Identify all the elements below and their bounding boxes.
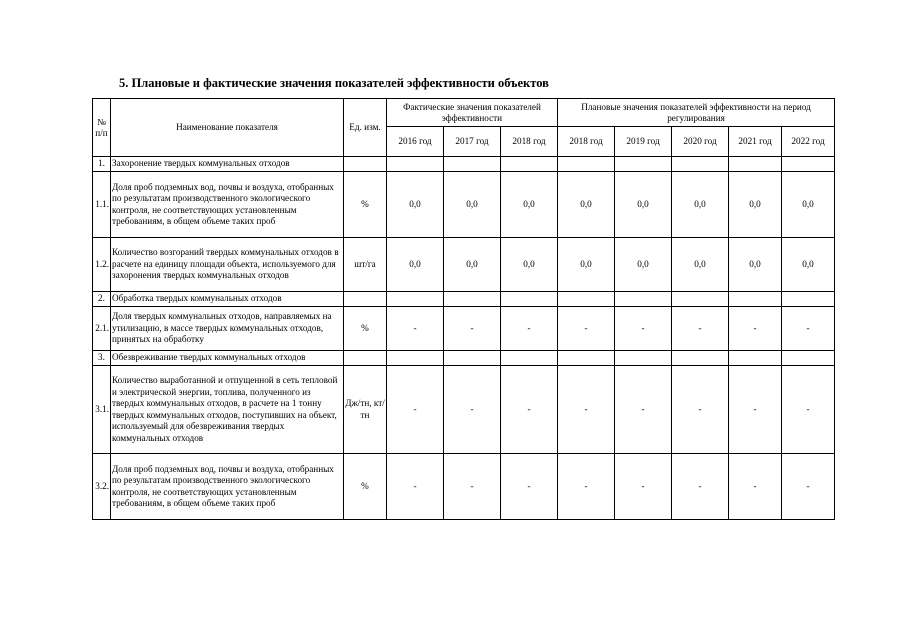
row-value: - [558,454,615,520]
row-unit: % [344,454,387,520]
row-value: 0,0 [501,172,558,238]
row-num: 2.1. [93,307,111,351]
row-value: - [729,454,782,520]
section-num: 1. [93,157,111,172]
row-value: - [672,307,729,351]
header-year: 2022 год [782,127,835,157]
table-row [93,307,835,351]
row-value: - [501,454,558,520]
row-value: - [729,307,782,351]
header-unit: Ед. изм. [344,99,387,157]
header-year: 2017 год [444,127,501,157]
row-value: - [501,307,558,351]
row-num: 1.1. [93,172,111,238]
header-year: 2016 год [387,127,444,157]
section-title-cell: Обезвреживание твердых коммунальных отходов [111,351,344,366]
section-row [93,157,835,172]
row-value: - [782,307,835,351]
row-value: 0,0 [615,172,672,238]
section-title-cell: Захоронение твердых коммунальных отходов [111,157,344,172]
row-name: Количество выработанной и отпущенной в сеть тепловой и электрической энергии, топлива, полученного из твердых коммунальных отходов, в расчете на 1 тонну твердых коммунальных отходов, поступивших на объект, используемый для обезвреживания твердых коммунальных отходов [111,366,344,454]
section-num: 3. [93,351,111,366]
row-value: - [387,366,444,454]
header-year: 2018 год [501,127,558,157]
row-num: 3.2. [93,454,111,520]
header-plan-group: Плановые значения показателей эффективности на период регулирования [558,99,835,127]
header-year: 2019 год [615,127,672,157]
row-value: - [558,366,615,454]
row-value: 0,0 [729,172,782,238]
row-value: - [672,366,729,454]
row-value: 0,0 [782,238,835,292]
row-value: - [615,454,672,520]
row-value: - [672,454,729,520]
header-year: 2021 год [729,127,782,157]
header-year: 2018 год [558,127,615,157]
row-value: - [782,454,835,520]
row-value: 0,0 [782,172,835,238]
efficiency-indicators-table [92,98,835,520]
section-title-cell: Обработка твердых коммунальных отходов [111,292,344,307]
row-value: 0,0 [672,238,729,292]
row-value: - [615,366,672,454]
section-title: 5. Плановые и фактические значения показателей эффективности объектов [119,76,549,90]
row-value: - [558,307,615,351]
header-num: № п/п [93,99,111,157]
row-value: - [444,307,501,351]
row-value: - [387,454,444,520]
row-value: 0,0 [387,172,444,238]
header-actual-group: Фактические значения показателей эффективности [387,99,558,127]
row-name: Доля твердых коммунальных отходов, направляемых на утилизацию, в массе твердых коммунальных отходов, принятых на обработку [111,307,344,351]
row-value: - [387,307,444,351]
row-value: - [615,307,672,351]
row-unit: Дж/тн, кт/тн [344,366,387,454]
row-num: 3.1. [93,366,111,454]
row-value: 0,0 [615,238,672,292]
row-value: - [729,366,782,454]
header-name: Наименование показателя [111,99,344,157]
row-num: 1.2. [93,238,111,292]
row-name: Количество возгораний твердых коммунальных отходов в расчете на единицу площади объекта, используемого для захоронения твердых коммунальных отходов [111,238,344,292]
row-value: 0,0 [501,238,558,292]
row-value: 0,0 [444,172,501,238]
row-value: 0,0 [672,172,729,238]
row-value: 0,0 [444,238,501,292]
row-value: 0,0 [387,238,444,292]
table-row [93,238,835,292]
row-name: Доля проб подземных вод, почвы и воздуха, отобранных по результатам производственного экологического контроля, не соответствующих установленным требованиям, в общем объеме таких проб [111,454,344,520]
section-row [93,351,835,366]
row-value: 0,0 [558,238,615,292]
section-num: 2. [93,292,111,307]
row-value: 0,0 [729,238,782,292]
row-unit: % [344,307,387,351]
row-value: - [501,366,558,454]
row-value: - [444,366,501,454]
section-row [93,292,835,307]
row-name: Доля проб подземных вод, почвы и воздуха, отобранных по результатам производственного экологического контроля, не соответствующих установленным требованиям, в общем объеме таких проб [111,172,344,238]
table-row [93,454,835,520]
row-unit: шт/га [344,238,387,292]
row-value: - [444,454,501,520]
header-year: 2020 год [672,127,729,157]
row-unit: % [344,172,387,238]
row-value: 0,0 [558,172,615,238]
table-row [93,172,835,238]
table-row [93,366,835,454]
row-value: - [782,366,835,454]
